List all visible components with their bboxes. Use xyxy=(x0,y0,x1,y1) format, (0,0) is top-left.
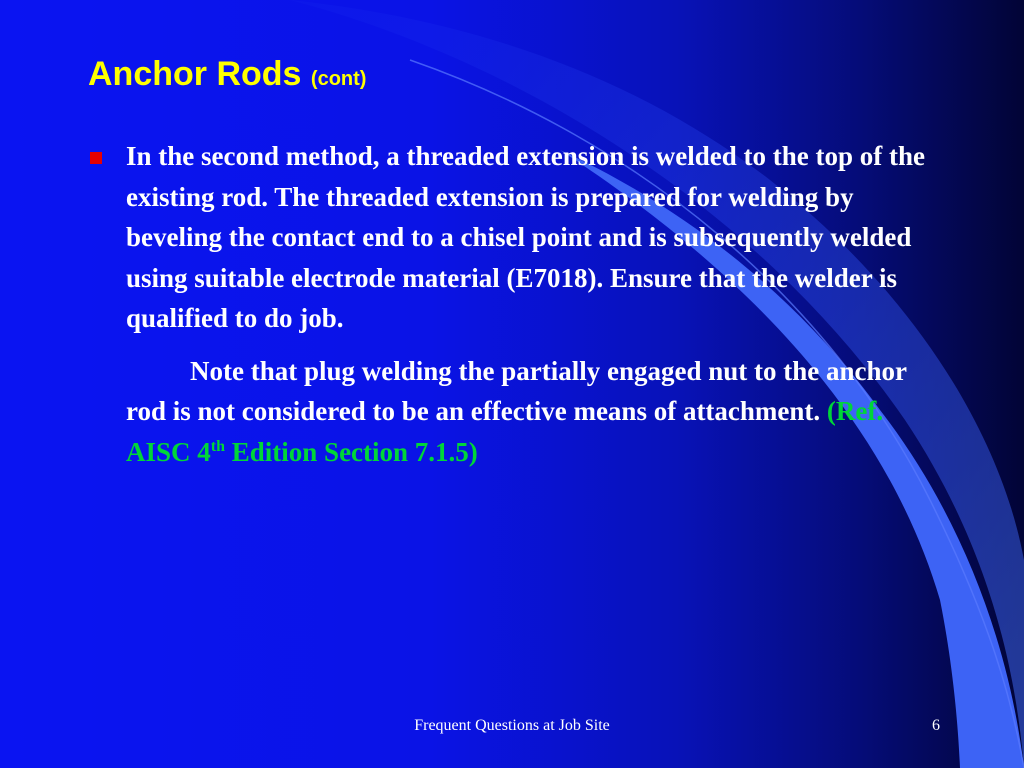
slide-title-suffix: (cont) xyxy=(310,68,367,90)
bullet-content xyxy=(126,136,946,472)
bullet-square-icon xyxy=(90,152,102,164)
reference-prefix: (Ref. AISC 4 xyxy=(126,396,884,467)
slide-title xyxy=(88,52,366,101)
reference-suffix: Edition Section 7.1.5) xyxy=(225,436,478,467)
slide-title-main: Anchor Rods xyxy=(88,55,302,93)
footer-text: Frequent Questions at Job Site xyxy=(414,717,610,734)
note-text: Note that plug welding the partially engaged nut to the anchor rod is not considered to be an effective means of attachment. xyxy=(126,355,907,426)
reference-superscript: th xyxy=(210,437,226,455)
note-paragraph xyxy=(126,351,946,473)
page-number: 6 xyxy=(932,717,940,734)
bullet-paragraph: In the second method, a threaded extension is welded to the top of the existing rod. The threaded extension is prepared for welding by beveling the contact end to a chisel point and is subsequently welded using suitable electrode material (E7018). Ensure that the welder is qualified to do job. xyxy=(126,141,926,333)
